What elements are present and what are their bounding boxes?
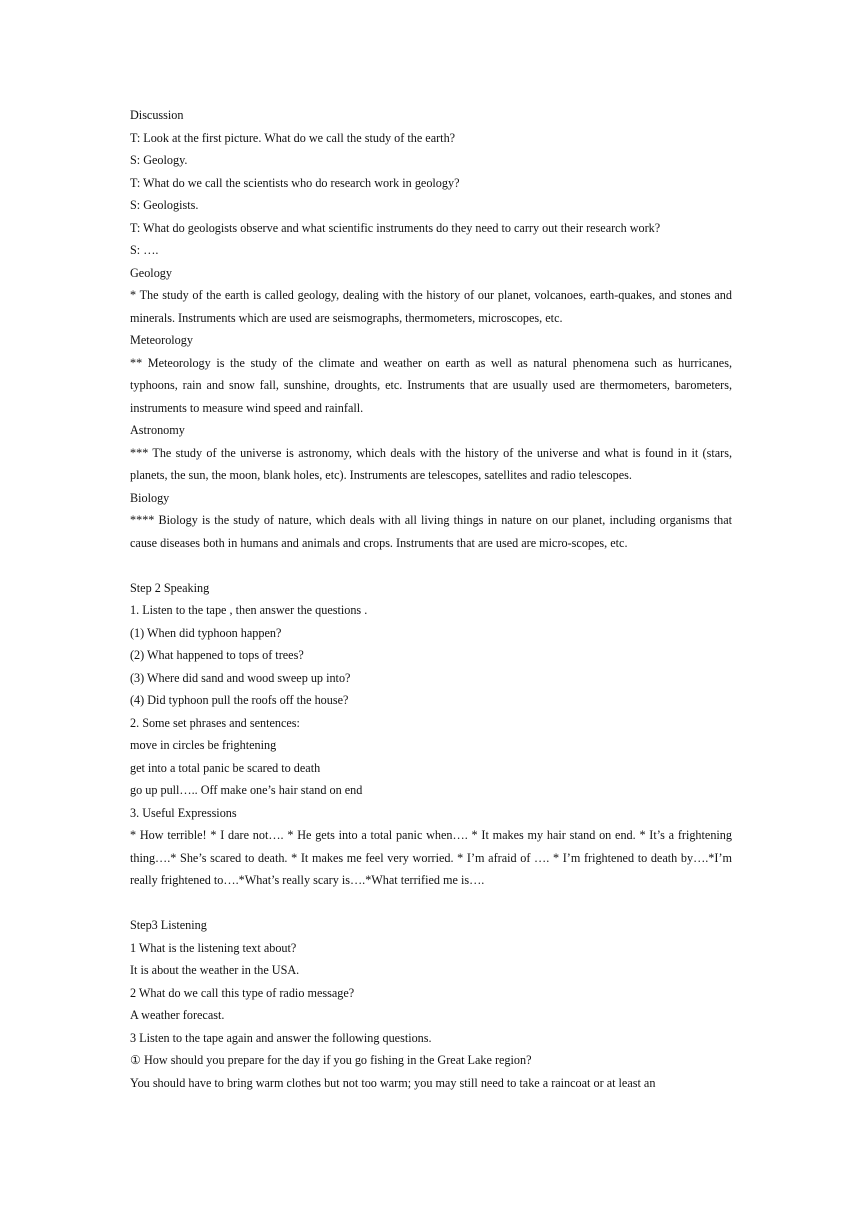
paragraph: ** Meteorology is the study of the climate and weather on earth as well as natural phenomena such as hurricanes, typhoons, rain and snow fall, sunshine, droughts, etc. Instruments that are usually used are thermometers, barometers, instruments to measure wind speed and rainfall. bbox=[130, 355, 732, 415]
text-line: go up pull….. Off make one’s hair stand on end bbox=[130, 783, 363, 797]
text-line: 2 What do we call this type of radio message? bbox=[130, 985, 355, 1000]
text-line: 3 Listen to the tape again and answer the following questions. bbox=[130, 1030, 432, 1045]
document-body bbox=[130, 104, 732, 1094]
paragraph: You should have to bring warm clothes but not too warm; you may still need to take a raincoat or at least an bbox=[130, 1075, 656, 1090]
section-heading: Step 2 Speaking bbox=[130, 580, 210, 595]
section-heading: Step3 Listening bbox=[130, 918, 207, 932]
text-line: 3. Useful Expressions bbox=[130, 805, 237, 820]
paragraph: * How terrible! * I dare not…. * He gets into a total panic when…. * It makes my hair stand on end. * It’s a frightening thing….* She’s scared to death. * It makes me feel very worried. * I’m afraid of …. * I’m frightened to death by….*I’m really frightened to….*What’s really scary is….*What terrified me is…. bbox=[130, 828, 732, 887]
text-line: It is about the weather in the USA. bbox=[130, 963, 300, 977]
text-line: Meteorology bbox=[130, 333, 193, 347]
text-line: (1) When did typhoon happen? bbox=[130, 625, 282, 640]
text-line: 1. Listen to the tape , then answer the questions . bbox=[130, 603, 368, 617]
text-line: Geology bbox=[130, 265, 172, 280]
text-line: (2) What happened to tops of trees? bbox=[130, 648, 304, 662]
blank-line bbox=[130, 554, 732, 577]
text-line: T: What do we call the scientists who do research work in geology? bbox=[130, 175, 460, 190]
text-line: Astronomy bbox=[130, 423, 185, 437]
text-line: S: …. bbox=[130, 243, 159, 257]
text-line: ① How should you prepare for the day if you go fishing in the Great Lake region? bbox=[130, 1053, 532, 1067]
text-line: S: Geology. bbox=[130, 153, 188, 167]
text-line: move in circles be frightening bbox=[130, 738, 277, 752]
blank-line bbox=[130, 892, 732, 915]
paragraph: *** The study of the universe is astronomy, which deals with the history of the universe and what is found in it (stars, planets, the sun, the moon, blank holes, etc). Instruments are telescopes, satellites and radio telescopes. bbox=[130, 445, 732, 482]
text-line: (3) Where did sand and wood sweep up into? bbox=[130, 670, 351, 685]
text-line: Biology bbox=[130, 490, 170, 505]
text-line: get into a total panic be scared to death bbox=[130, 760, 321, 775]
text-line: A weather forecast. bbox=[130, 1008, 225, 1022]
text-line: T: Look at the first picture. What do we call the study of the earth? bbox=[130, 130, 456, 145]
paragraph: * The study of the earth is called geology, dealing with the history of our planet, volcanoes, earth-quakes, and stones and minerals. Instruments which are used are seismographs, thermometers, microscopes, etc. bbox=[130, 288, 732, 325]
text-line: Discussion bbox=[130, 108, 184, 122]
paragraph: **** Biology is the study of nature, which deals with all living things in nature on our planet, including organisms that cause diseases both in humans and animals and crops. Instruments that are used are micro-scopes, etc. bbox=[130, 513, 732, 550]
text-line: S: Geologists. bbox=[130, 198, 199, 212]
text-line: 2. Some set phrases and sentences: bbox=[130, 715, 300, 730]
text-line: T: What do geologists observe and what scientific instruments do they need to carry out their research work? bbox=[130, 220, 661, 235]
text-line: 1 What is the listening text about? bbox=[130, 940, 297, 955]
text-line: (4) Did typhoon pull the roofs off the house? bbox=[130, 693, 349, 707]
